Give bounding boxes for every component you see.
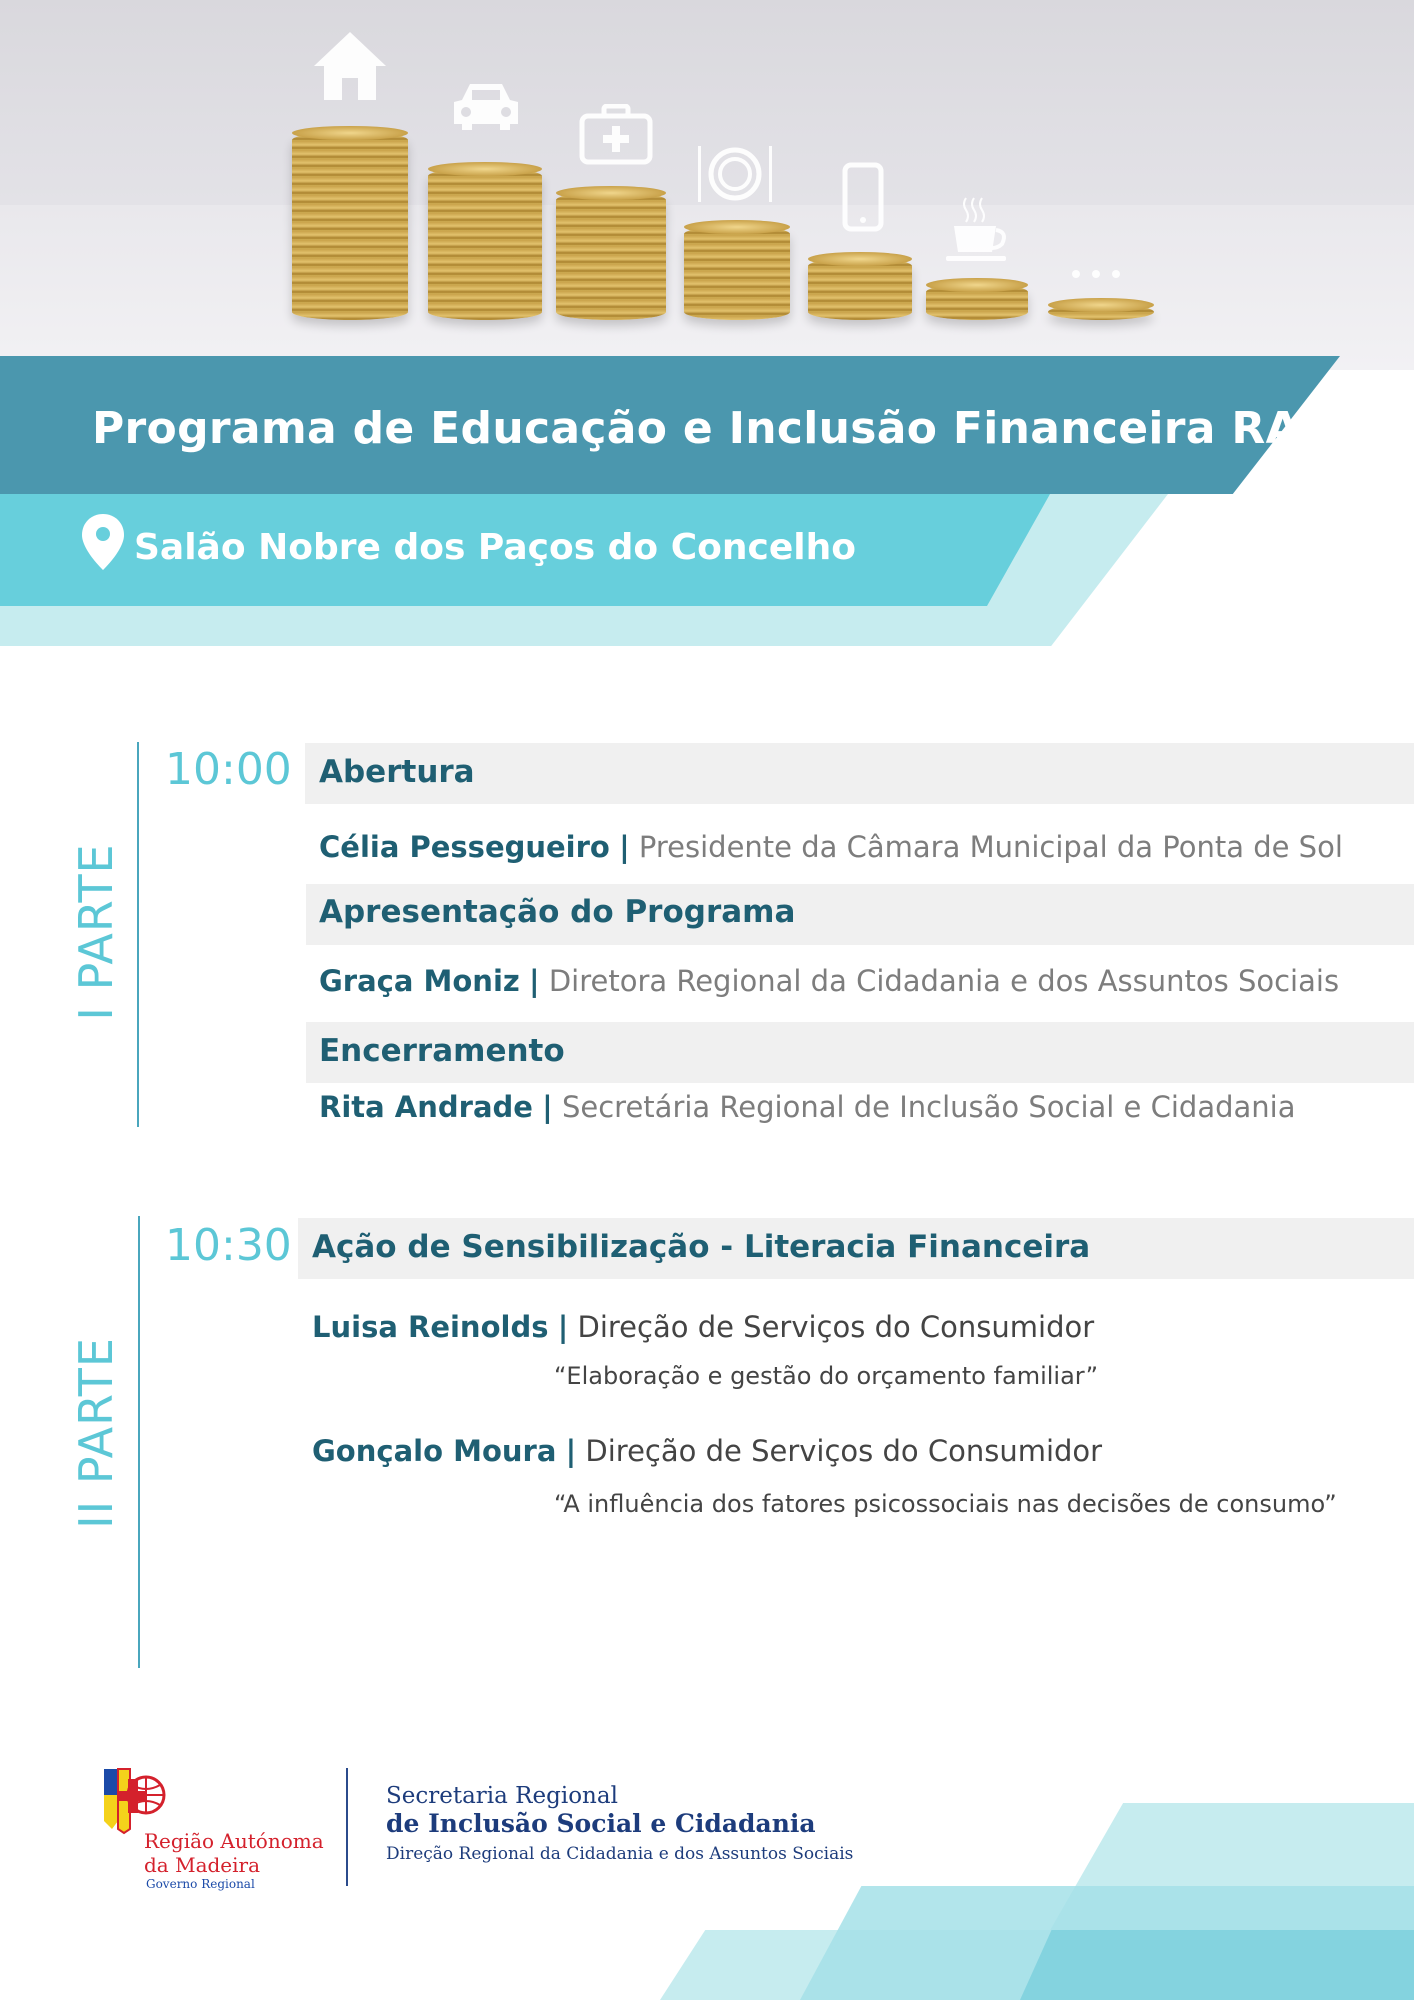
- separator: |: [529, 964, 540, 998]
- speaker-name: Célia Pessegueiro: [319, 830, 610, 864]
- part2-time: 10:30: [165, 1220, 292, 1271]
- separator: |: [565, 1434, 577, 1468]
- part2-label: II PARTE: [69, 1337, 123, 1529]
- part1-divider-line: [137, 742, 139, 1127]
- footer-decoration: [1020, 1930, 1414, 2000]
- madeira-logo-line3: Governo Regional: [146, 1877, 255, 1891]
- madeira-logo-line2: da Madeira: [144, 1853, 261, 1877]
- car-icon: [448, 78, 524, 134]
- secretariat-logo: [386, 1783, 853, 1864]
- part2-divider-line: [138, 1216, 140, 1668]
- secretariat-line2: de Inclusão Social e Cidadania: [386, 1809, 816, 1838]
- smartphone-icon: [842, 162, 884, 232]
- coin-stack: [292, 132, 408, 320]
- separator: |: [542, 1090, 553, 1124]
- speaker-line-goncalo: [312, 1434, 1102, 1468]
- speaker-line-luisa: [312, 1310, 1094, 1344]
- secretariat-line3: Direção Regional da Cidadania e dos Assuntos Sociais: [386, 1844, 854, 1864]
- session-title-abertura: Abertura: [319, 754, 475, 790]
- location-pin-icon: [80, 512, 126, 572]
- speaker-role: Direção de Serviços do Consumidor: [585, 1434, 1103, 1468]
- separator: |: [557, 1310, 569, 1344]
- secretariat-line1: Secretaria Regional: [386, 1783, 618, 1809]
- speaker-name: Rita Andrade: [319, 1090, 533, 1124]
- coffee-cup-icon: [944, 196, 1010, 266]
- speaker-name: Luisa Reinolds: [312, 1310, 549, 1344]
- hero-image-coins: [0, 0, 1414, 370]
- home-icon: [310, 28, 390, 104]
- coin-stack: [428, 168, 542, 320]
- separator: |: [619, 830, 630, 864]
- madeira-logo-line1: Região Autónoma: [144, 1829, 324, 1853]
- speaker-role: Direção de Serviços do Consumidor: [577, 1310, 1095, 1344]
- madeira-coat-of-arms-icon: [102, 1765, 172, 1835]
- coin-stack: [684, 226, 790, 320]
- coin-stack: [1048, 304, 1154, 320]
- coin-stack: [556, 192, 666, 320]
- part1-time: 10:00: [165, 744, 292, 795]
- speaker-role: Presidente da Câmara Municipal da Ponta de Sol: [638, 830, 1343, 864]
- session-title-literacia: Ação de Sensibilização - Literacia Financeira: [312, 1229, 1091, 1265]
- speaker-role: Diretora Regional da Cidadania e dos Assuntos Sociais: [548, 964, 1340, 998]
- talk-topic-goncalo: “A influência dos fatores psicossociais nas decisões de consumo”: [554, 1490, 1337, 1518]
- ellipsis-icon: [1070, 268, 1122, 280]
- coin-stack: [926, 284, 1028, 320]
- talk-topic-luisa: “Elaboração e gestão do orçamento familiar”: [554, 1362, 1099, 1390]
- logo-divider: [346, 1768, 348, 1886]
- session-title-encerramento: Encerramento: [319, 1033, 565, 1069]
- session-title-apresentacao: Apresentação do Programa: [319, 894, 796, 930]
- speaker-line-graca: [319, 964, 1339, 998]
- speaker-role: Secretária Regional de Inclusão Social e Cidadania: [561, 1090, 1296, 1124]
- page-title: Programa de Educação e Inclusão Financeira RAM: [92, 403, 1345, 454]
- venue-label: Salão Nobre dos Paços do Concelho: [134, 527, 856, 568]
- coin-stack: [808, 258, 912, 320]
- dinner-plate-icon: [694, 142, 776, 206]
- part1-label: I PARTE: [69, 843, 123, 1021]
- speaker-name: Gonçalo Moura: [312, 1434, 557, 1468]
- speaker-name: Graça Moniz: [319, 964, 520, 998]
- first-aid-kit-icon: [578, 104, 654, 166]
- speaker-line-celia: [319, 830, 1343, 864]
- madeira-government-logo: [102, 1765, 322, 1895]
- speaker-line-rita: [319, 1090, 1296, 1124]
